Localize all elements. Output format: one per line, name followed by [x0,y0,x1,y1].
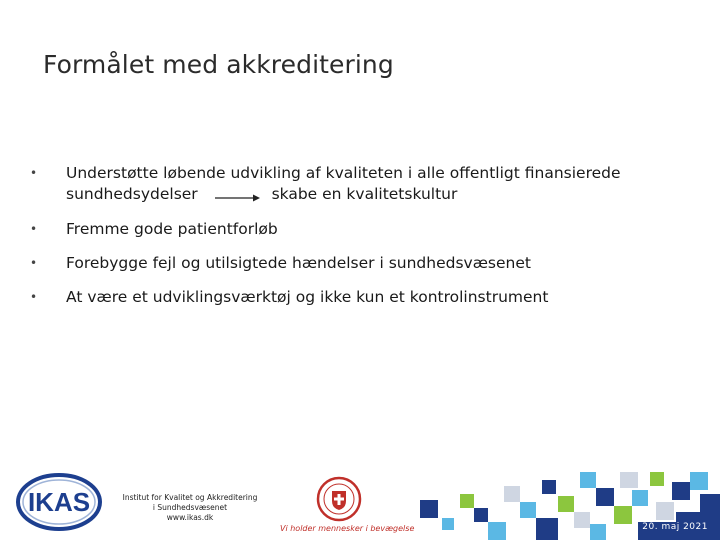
bullet-text: Fremme gode patientforløb [66,220,278,238]
bullet-text: At være et udviklingsværktøj og ikke kun et kontrolinstrument [66,288,549,306]
bullet-marker: • [30,256,38,270]
bullet-marker: • [30,222,38,236]
ikas-url: www.ikas.dk [166,513,214,522]
ikas-logo [15,470,107,536]
ikas-institution-text [110,493,270,523]
slide-title: Formålet med akkreditering [43,50,394,79]
bullet-item [30,219,700,240]
bullet-text-line2-end: skabe en kvalitetskultur [271,185,458,203]
bullet-text-line1: Understøtte løbende udvikling af kvaliteten i alle offentligt finansierede [66,164,621,182]
right-arrow-icon [213,189,261,201]
bullet-marker: • [30,290,38,304]
bullet-item [30,287,700,308]
ikas-logo-text: IKAS [27,487,91,517]
bullet-item [30,253,700,274]
slogan-text: Vi holder mennesker i bevægelse [280,524,415,533]
ikas-name-line1: Institut for Kvalitet og Akkreditering [122,493,258,502]
bullet-text: Forebygge fejl og utilsigtede hændelser i sundhedsvæsenet [66,254,531,272]
seal-logo-icon [316,476,362,526]
bullet-list [30,163,700,308]
ikas-name-line2: i Sundhedsvæsenet [152,503,228,512]
slide-date: 20. maj 2021 [642,522,708,532]
bullet-item [30,163,700,205]
bullet-text-line2-start: sundhedsydelser [66,185,198,203]
bullet-marker: • [30,166,38,180]
